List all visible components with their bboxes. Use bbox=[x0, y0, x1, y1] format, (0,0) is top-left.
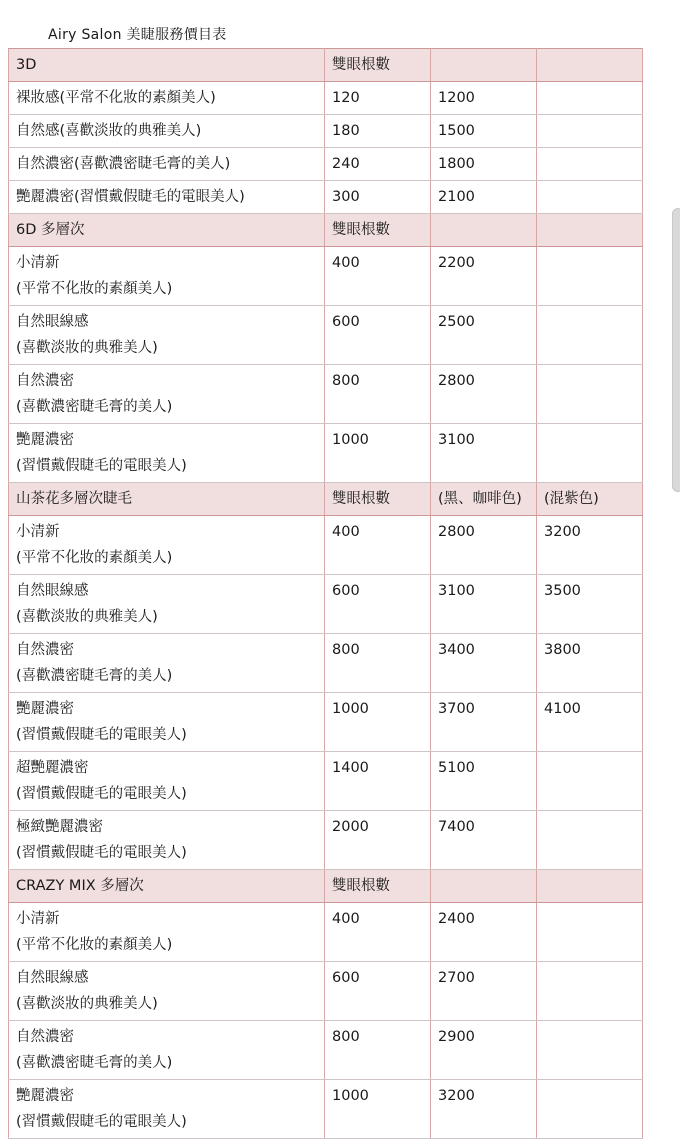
service-name-cell bbox=[9, 148, 325, 181]
service-description: (喜歡淡妝的典雅美人) bbox=[16, 340, 158, 356]
service-name-cell bbox=[9, 516, 325, 575]
table-row bbox=[9, 82, 643, 115]
section-title: CRAZY MIX 多層次 bbox=[9, 870, 325, 903]
service-name: 超艷麗濃密 bbox=[16, 760, 89, 776]
service-name: 自然濃密 bbox=[16, 642, 74, 658]
service-name: 裸妝感(平常不化妝的素顏美人) bbox=[16, 90, 216, 106]
price-table bbox=[8, 48, 643, 1139]
table-row bbox=[9, 693, 643, 752]
price-cell bbox=[537, 148, 643, 181]
table-row bbox=[9, 365, 643, 424]
lash-count-cell: 1000 bbox=[325, 693, 431, 752]
price-cell: 3800 bbox=[537, 634, 643, 693]
price-table-body bbox=[9, 49, 643, 1139]
column-header: (黑、咖啡色) bbox=[431, 483, 537, 516]
column-header: 雙眼根數 bbox=[325, 483, 431, 516]
lash-count-cell: 240 bbox=[325, 148, 431, 181]
table-row bbox=[9, 247, 643, 306]
lash-count-cell: 800 bbox=[325, 365, 431, 424]
service-name: 自然濃密(喜歡濃密睫毛膏的美人) bbox=[16, 156, 231, 172]
service-name-cell bbox=[9, 634, 325, 693]
section-header-row bbox=[9, 214, 643, 247]
section-header-row bbox=[9, 49, 643, 82]
table-row bbox=[9, 516, 643, 575]
lash-count-cell: 1000 bbox=[325, 1080, 431, 1139]
price-cell bbox=[537, 752, 643, 811]
lash-count-cell: 400 bbox=[325, 516, 431, 575]
service-name: 艷麗濃密 bbox=[16, 1088, 74, 1104]
service-description: (喜歡濃密睫毛膏的美人) bbox=[16, 399, 173, 415]
price-cell bbox=[537, 811, 643, 870]
table-row bbox=[9, 962, 643, 1021]
service-description: (習慣戴假睫毛的電眼美人) bbox=[16, 727, 187, 743]
service-name: 自然濃密 bbox=[16, 373, 74, 389]
price-cell: 3200 bbox=[431, 1080, 537, 1139]
service-name-cell bbox=[9, 82, 325, 115]
column-header bbox=[537, 214, 643, 247]
table-row bbox=[9, 424, 643, 483]
price-cell: 3500 bbox=[537, 575, 643, 634]
service-description: (習慣戴假睫毛的電眼美人) bbox=[16, 458, 187, 474]
service-name: 自然濃密 bbox=[16, 1029, 74, 1045]
column-header bbox=[431, 870, 537, 903]
service-description: (習慣戴假睫毛的電眼美人) bbox=[16, 786, 187, 802]
price-cell: 4100 bbox=[537, 693, 643, 752]
document-title: Airy Salon 美睫服務價目表 bbox=[48, 27, 227, 43]
price-cell: 2900 bbox=[431, 1021, 537, 1080]
service-name-cell bbox=[9, 181, 325, 214]
service-name-cell bbox=[9, 903, 325, 962]
service-name-cell bbox=[9, 1021, 325, 1080]
table-row bbox=[9, 811, 643, 870]
service-name-cell bbox=[9, 811, 325, 870]
column-header bbox=[431, 49, 537, 82]
table-row bbox=[9, 1021, 643, 1080]
price-cell bbox=[537, 424, 643, 483]
lash-count-cell: 400 bbox=[325, 903, 431, 962]
service-name: 艷麗濃密 bbox=[16, 432, 74, 448]
service-description: (平常不化妝的素顏美人) bbox=[16, 550, 173, 566]
lash-count-cell: 300 bbox=[325, 181, 431, 214]
service-name-cell bbox=[9, 752, 325, 811]
service-description: (平常不化妝的素顏美人) bbox=[16, 937, 173, 953]
service-description: (習慣戴假睫毛的電眼美人) bbox=[16, 845, 187, 861]
price-cell bbox=[537, 115, 643, 148]
section-header-row bbox=[9, 483, 643, 516]
service-description: (喜歡濃密睫毛膏的美人) bbox=[16, 1055, 173, 1071]
table-row bbox=[9, 752, 643, 811]
price-cell: 3200 bbox=[537, 516, 643, 575]
table-row bbox=[9, 1080, 643, 1139]
price-cell bbox=[537, 181, 643, 214]
section-header-row bbox=[9, 870, 643, 903]
price-cell: 2800 bbox=[431, 365, 537, 424]
service-description: (喜歡淡妝的典雅美人) bbox=[16, 609, 158, 625]
lash-count-cell: 600 bbox=[325, 962, 431, 1021]
lash-count-cell: 2000 bbox=[325, 811, 431, 870]
service-name-cell bbox=[9, 575, 325, 634]
table-row bbox=[9, 181, 643, 214]
service-name: 自然眼線感 bbox=[16, 970, 89, 986]
table-row bbox=[9, 148, 643, 181]
table-row bbox=[9, 575, 643, 634]
table-row bbox=[9, 115, 643, 148]
price-cell: 3400 bbox=[431, 634, 537, 693]
service-name-cell bbox=[9, 306, 325, 365]
service-name: 艷麗濃密 bbox=[16, 701, 74, 717]
service-name: 小清新 bbox=[16, 255, 60, 271]
table-row bbox=[9, 306, 643, 365]
service-description: (喜歡濃密睫毛膏的美人) bbox=[16, 668, 173, 684]
service-name: 極緻艷麗濃密 bbox=[16, 819, 103, 835]
price-cell: 2200 bbox=[431, 247, 537, 306]
section-title: 6D 多層次 bbox=[9, 214, 325, 247]
price-cell: 2800 bbox=[431, 516, 537, 575]
price-cell: 3100 bbox=[431, 424, 537, 483]
column-header: 雙眼根數 bbox=[325, 870, 431, 903]
service-description: (平常不化妝的素顏美人) bbox=[16, 281, 173, 297]
service-name-cell bbox=[9, 693, 325, 752]
service-name: 自然感(喜歡淡妝的典雅美人) bbox=[16, 123, 202, 139]
price-cell: 1800 bbox=[431, 148, 537, 181]
price-cell: 2400 bbox=[431, 903, 537, 962]
price-cell: 3100 bbox=[431, 575, 537, 634]
lash-count-cell: 1400 bbox=[325, 752, 431, 811]
price-cell bbox=[537, 365, 643, 424]
service-name-cell bbox=[9, 115, 325, 148]
service-name-cell bbox=[9, 424, 325, 483]
service-name: 小清新 bbox=[16, 524, 60, 540]
service-name: 自然眼線感 bbox=[16, 583, 89, 599]
column-header bbox=[431, 214, 537, 247]
column-header bbox=[537, 49, 643, 82]
price-cell: 2700 bbox=[431, 962, 537, 1021]
table-row bbox=[9, 634, 643, 693]
lash-count-cell: 180 bbox=[325, 115, 431, 148]
lash-count-cell: 800 bbox=[325, 1021, 431, 1080]
lash-count-cell: 600 bbox=[325, 575, 431, 634]
price-cell bbox=[537, 1021, 643, 1080]
service-name-cell bbox=[9, 365, 325, 424]
column-header bbox=[537, 870, 643, 903]
lash-count-cell: 600 bbox=[325, 306, 431, 365]
service-description: (喜歡淡妝的典雅美人) bbox=[16, 996, 158, 1012]
column-header: 雙眼根數 bbox=[325, 49, 431, 82]
service-name: 艷麗濃密(習慣戴假睫毛的電眼美人) bbox=[16, 189, 245, 205]
price-cell bbox=[537, 903, 643, 962]
lash-count-cell: 120 bbox=[325, 82, 431, 115]
price-cell: 2500 bbox=[431, 306, 537, 365]
price-cell: 7400 bbox=[431, 811, 537, 870]
service-name-cell bbox=[9, 1080, 325, 1139]
lash-count-cell: 400 bbox=[325, 247, 431, 306]
service-name: 自然眼線感 bbox=[16, 314, 89, 330]
price-cell: 3700 bbox=[431, 693, 537, 752]
section-title: 3D bbox=[9, 49, 325, 82]
price-cell: 1200 bbox=[431, 82, 537, 115]
service-name: 小清新 bbox=[16, 911, 60, 927]
price-cell bbox=[537, 962, 643, 1021]
lash-count-cell: 800 bbox=[325, 634, 431, 693]
price-cell: 2100 bbox=[431, 181, 537, 214]
column-header: 雙眼根數 bbox=[325, 214, 431, 247]
price-cell bbox=[537, 247, 643, 306]
service-name-cell bbox=[9, 962, 325, 1021]
service-name-cell bbox=[9, 247, 325, 306]
price-cell bbox=[537, 1080, 643, 1139]
price-cell bbox=[537, 82, 643, 115]
lash-count-cell: 1000 bbox=[325, 424, 431, 483]
price-cell: 5100 bbox=[431, 752, 537, 811]
price-cell: 1500 bbox=[431, 115, 537, 148]
section-title: 山茶花多層次睫毛 bbox=[9, 483, 325, 516]
service-description: (習慣戴假睫毛的電眼美人) bbox=[16, 1114, 187, 1130]
column-header: (混紫色) bbox=[537, 483, 643, 516]
table-row bbox=[9, 903, 643, 962]
scrollbar-handle[interactable] bbox=[672, 208, 680, 492]
price-cell bbox=[537, 306, 643, 365]
